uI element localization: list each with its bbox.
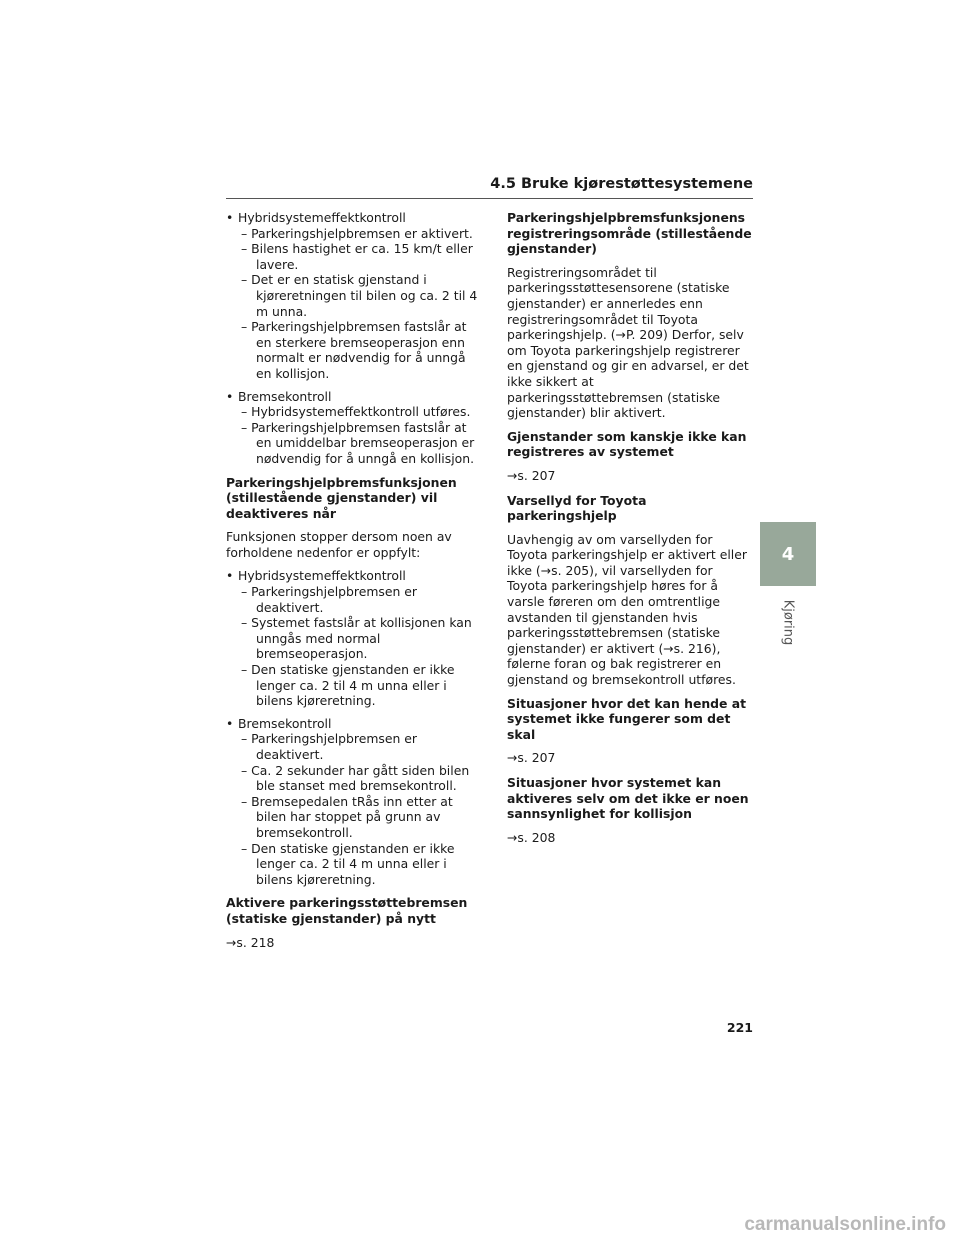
sub-list-item: – Bilens hastighet er ca. 15 km/t eller lavere. (241, 241, 473, 272)
undetectable-objects-heading: Gjenstander som kanskje ikke kan registreres av systemet (507, 428, 747, 460)
page-reference-link[interactable]: →s. 208 (507, 829, 556, 845)
sub-list-item: – Hybridsystemeffektkontroll utføres. (241, 404, 471, 420)
right-column (507, 210, 753, 854)
reactivate-heading: Aktivere parkeringsstøttebremsen (statiske gjenstander) på nytt (226, 895, 468, 926)
list-item-label: Bremsekontroll (238, 715, 332, 731)
list-item-label: Hybridsystemeffektkontroll (238, 210, 406, 225)
sub-list-item: – Det er en statisk gjenstand i kjøreretningen til bilen og ca. 2 til 4 m unna. (241, 272, 478, 319)
sub-list (238, 584, 484, 709)
sub-list-item: – Den statiske gjenstanden er ikke lenger ca. 2 til 4 m unna eller i bilens kjøreretning. (241, 662, 455, 709)
list-item (226, 389, 484, 467)
deactivation-heading: Parkeringshjelpbremsfunksjonen (stillestående gjenstander) vil deaktiveres når (226, 474, 457, 521)
sub-list-item: – Parkeringshjelpbremsen fastslår at en sterkere bremseoperasjon enn normalt er nødvendig for å unngå en kollisjon. (241, 319, 467, 381)
page-reference-link[interactable]: →s. 207 (507, 750, 556, 766)
sub-list-item: – Parkeringshjelpbremsen er aktivert. (241, 225, 473, 241)
sub-list-item: – Parkeringshjelpbremsen er deaktivert. (241, 731, 417, 762)
bullet-icon: • (226, 568, 234, 584)
detection-area-paragraph: Registreringsområdet til parkeringsstøttesensorene (statiske gjenstander) er annerledes enn registreringsområdet til Toyota parkeringshjelp. (→P. 209) Derfor, selv om Toyota parkeringshjelp registrerer en gjenstand og gir en advarsel, er det ikke sikkert at parkeringsstøttebremsen (statiske gjenstander) blir aktivert. (507, 264, 749, 421)
list-item (226, 568, 484, 708)
page-reference-link[interactable]: →s. 207 (507, 467, 556, 483)
list-item-label: Bremsekontroll (238, 388, 332, 404)
sub-list (238, 731, 484, 887)
page-reference-link[interactable]: →s. 218 (226, 934, 275, 950)
list-item (226, 716, 484, 888)
list-2 (226, 568, 484, 887)
watermark: carmanualsonline.info (744, 1214, 946, 1235)
sub-list (238, 404, 484, 466)
sub-list-item: – Systemet fastslår at kollisjonen kan unngås med normal bremseoperasjon. (241, 615, 472, 662)
bullet-icon: • (226, 388, 234, 404)
left-column (226, 210, 484, 959)
malfunction-situations-heading: Situasjoner hvor det kan hende at systemet ikke fungerer som det skal (507, 695, 747, 742)
chapter-tab: 4 (760, 522, 816, 586)
false-activation-heading: Situasjoner hvor systemet kan aktiveres selv om det ikke er noen sannsynlighet for kollisjon (507, 775, 749, 822)
list-item-label: Hybridsystemeffektkontroll (238, 568, 406, 584)
list-item (226, 210, 484, 382)
bullet-icon: • (226, 210, 234, 225)
sub-list-item: – Parkeringshjelpbremsen er deaktivert. (241, 584, 417, 615)
detection-area-heading: Parkeringshjelpbremsfunksjonens registreringsområde (stillestående gjenstander) (507, 210, 752, 257)
list-1 (226, 210, 484, 467)
warning-sound-paragraph: Uavhengig av om varsellyden for Toyota parkeringshjelp er aktivert eller ikke (→s. 205), vil varsellyden for Toyota parkeringshjelp høres for å varsle føreren om den omtrentlige avstanden til gjenstanden hvis parkeringsstøttebremsen (statiske gjenstander) er aktivert (→s. 216), følerne foran og bak registrerer en gjenstand og bremsekontroll utføres. (507, 531, 747, 688)
sub-list (238, 226, 484, 382)
sub-list-item: – Ca. 2 sekunder har gått siden bilen ble stanset med bremsekontroll. (241, 762, 470, 794)
deactivation-paragraph: Funksjonen stopper dersom noen av forholdene nedenfor er oppfylt: (226, 529, 452, 560)
sub-list-item: – Den statiske gjenstanden er ikke lenger ca. 2 til 4 m unna eller i bilens kjøreretning. (241, 840, 455, 887)
chapter-tab-label: Kjøring (780, 599, 796, 646)
sub-list-item: – Parkeringshjelpbremsen fastslår at en umiddelbar bremseoperasjon er nødvendig for å unngå en kollisjon. (241, 419, 475, 466)
warning-sound-heading: Varsellyd for Toyota parkeringshjelp (507, 492, 647, 524)
sub-list-item: – Bremsepedalen tRås inn etter at bilen har stoppet på grunn av bremsekontroll. (241, 793, 453, 840)
page-number: 221 (726, 1020, 753, 1035)
section-header: 4.5 Bruke kjørestøttesystemene (226, 176, 753, 199)
bullet-icon: • (226, 715, 234, 731)
